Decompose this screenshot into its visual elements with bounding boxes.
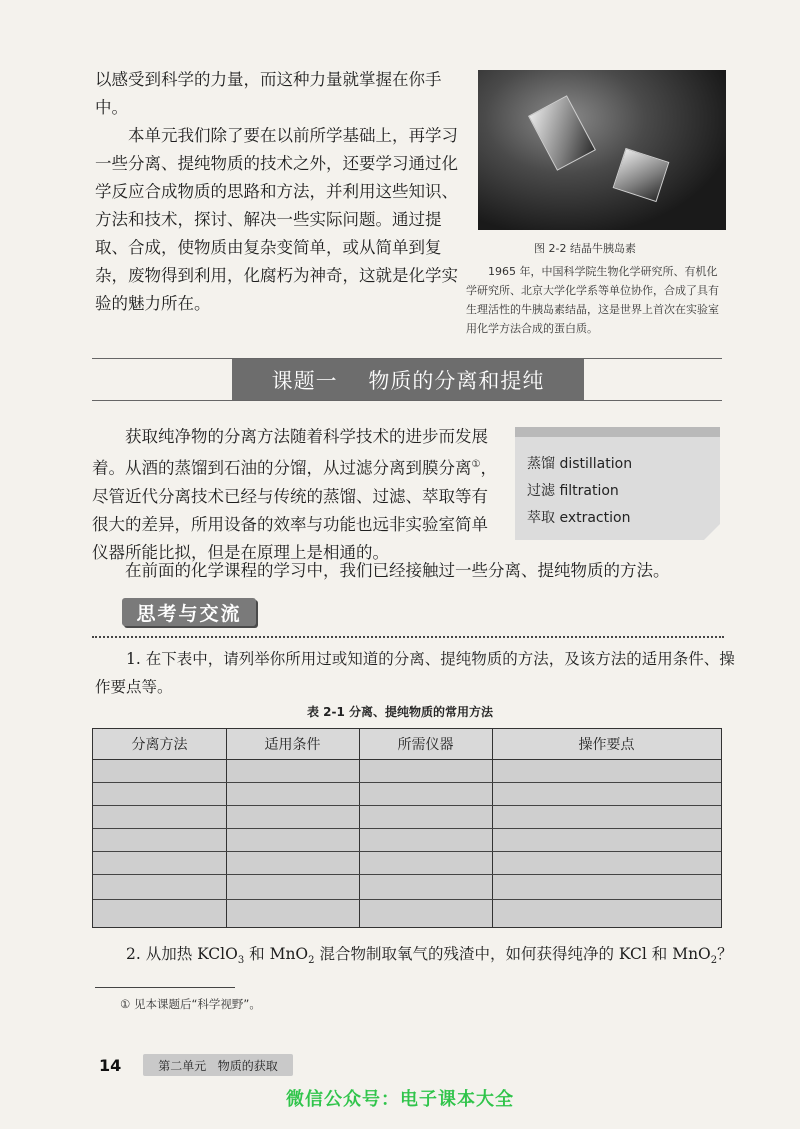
table-row-line	[93, 851, 721, 852]
page-curl-corner	[703, 523, 721, 541]
body-text: 获取纯净物的分离方法随着科学技术的进步而发展着。从酒的蒸馏到石油的分馏，从过滤分离到膜分离	[92, 427, 488, 478]
table-header-cell: 适用条件	[264, 737, 321, 753]
table-caption: 表 2-1 分离、提纯物质的常用方法	[306, 705, 494, 719]
crystal-shape	[528, 95, 596, 170]
vocab-term: 过滤 filtration	[527, 483, 619, 499]
section-title	[232, 359, 584, 400]
subscript: 3	[237, 955, 245, 967]
section-title-text: 课题一 物质的分离和提纯	[271, 368, 545, 393]
watermark: 微信公众号：电子课本大全	[286, 1089, 514, 1110]
question-2	[95, 940, 745, 975]
vocabulary-box	[515, 427, 720, 540]
footnote: ① 见本课题后“科学视野”。	[120, 997, 261, 1011]
dotted-divider	[92, 636, 724, 638]
subscript: 2	[308, 955, 315, 967]
table-header	[93, 729, 721, 760]
running-footer	[143, 1054, 293, 1076]
body-paragraph	[92, 423, 502, 567]
methods-table	[92, 728, 722, 928]
figure-caption-title: 图 2-2 结晶牛胰岛素	[534, 242, 636, 255]
footnote-rule	[95, 987, 235, 988]
table-header-cell: 操作要点	[578, 737, 635, 753]
q2-text: 和 MnO	[244, 945, 309, 963]
page-number: 14	[99, 1056, 122, 1075]
table-row-line	[93, 782, 721, 783]
body-paragraph: 在前面的化学课程的学习中，我们已经接触过一些分离、提纯物质的方法。	[125, 561, 670, 580]
table-row-line	[93, 874, 721, 875]
q2-text: 混合物制取氧气的残渣中，如何获得纯净的 KCl 和 MnO	[314, 945, 711, 963]
insulin-crystal-photo	[478, 70, 726, 230]
unit-label: 第二单元 物质的获取	[158, 1058, 278, 1073]
q2-text: 2. 从加热 KClO	[126, 945, 238, 963]
intro-line: 以感受到科学的力量，而这种力量就掌握在你手中。	[95, 70, 442, 117]
table-row-line	[93, 805, 721, 806]
figure-caption-body: 1965 年，中国科学院生物化学研究所、有机化学研究所、北京大学化学系等单位协作，合成了具有生理活性的牛胰岛素结晶，这是世界上首次在实验室用化学方法合成的蛋白质。	[466, 265, 719, 335]
table-header-cell: 分离方法	[131, 737, 188, 753]
intro-paragraph: 本单元我们除了要在以前所学基础上，再学习一些分离、提纯物质的技术之外，还要学习通过化学反应合成物质的思路和方法，并利用这些知识、方法和技术，探讨、解决一些实际问题。通过提取、合成，使物质由复杂变简单，或从简单到复杂，废物得到利用，化腐朽为神奇，这就是化学实验的魅力所在。	[95, 126, 458, 313]
table-header-cell: 所需仪器	[397, 737, 454, 753]
vocab-term: 蒸馏 distillation	[527, 456, 633, 472]
intro-text	[95, 66, 465, 318]
question-1: 1. 在下表中，请列举你所用过或知道的分离、提纯物质的方法，及该方法的适用条件、操作要点等。	[95, 650, 735, 696]
think-and-discuss-badge: 思考与交流	[122, 598, 256, 626]
vocab-term: 萃取 extraction	[527, 510, 631, 526]
table-row-line	[93, 828, 721, 829]
subscript: 2	[710, 955, 718, 967]
body-text: ，尽管近代分离技术已经与传统的蒸馏、过滤、萃取等有很大的差异，所用设备的效率与功能也远非实验室简单仪器所能比拟，但是在原理上是相通的。	[92, 458, 497, 562]
table-row-line	[93, 899, 721, 900]
q2-text: ？	[717, 945, 733, 963]
crystal-shape	[613, 148, 670, 202]
divider	[92, 400, 722, 401]
footnote-ref[interactable]: ①	[471, 459, 481, 470]
